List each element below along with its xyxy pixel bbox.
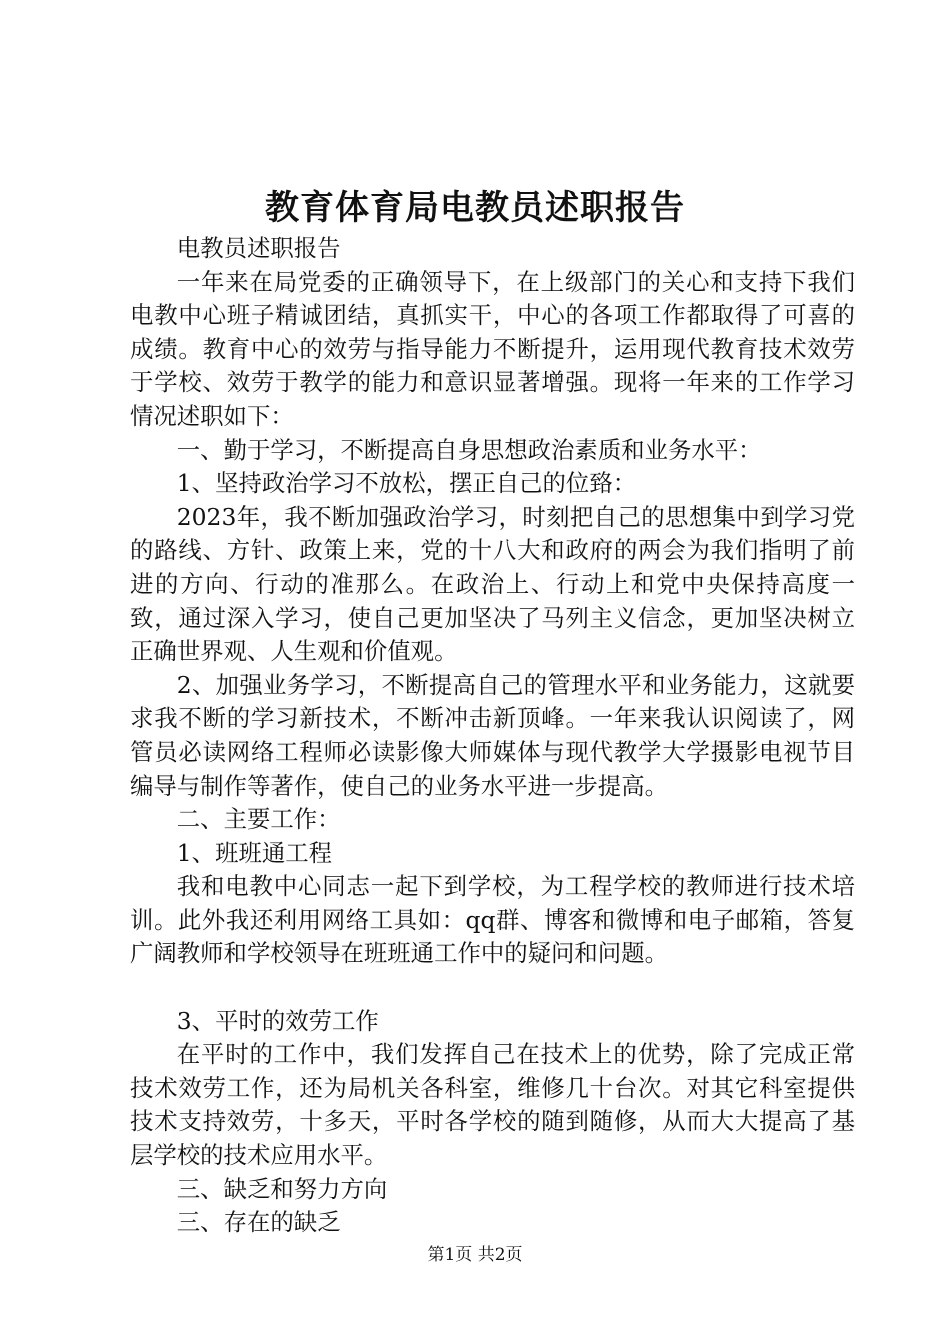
subsection-heading-politics: 1、坚持政治学习不放松，摆正自己的位臵：	[176, 469, 637, 498]
document-title: 教育体育局电教员述职报告	[265, 188, 685, 228]
document-body	[130, 232, 855, 1240]
section-heading-existing-shortcomings: 三、存在的缺乏	[176, 1208, 341, 1237]
subsection-heading-banbantong: 1、班班通工程	[176, 838, 333, 867]
section-heading-shortcomings: 三、缺乏和努力方向	[176, 1174, 388, 1203]
page-number-footer: 第1页 共2页	[427, 1245, 523, 1265]
section-heading-study: 一、勤于学习，不断提高自身思想政治素质和业务水平：	[176, 435, 762, 464]
paragraph-service: 在平时的工作中，我们发挥自己在技术上的优势，除了完成正常技术效劳工作，还为局机关各科室，维修几十台次。对其它科室提供技术支持效劳，十多天，平时各学校的随到随修，从而大大提高了基层学校的技术应用水平。	[130, 1040, 855, 1170]
paragraph-politics: 2023年，我不断加强政治学习，时刻把自己的思想集中到学习党的路线、方针、政策上来，党的十八大和政府的两会为我们指明了前进的方向、行动的准那么。在政治上、行动上和党中央保持高度一致，通过深入学习，使自己更加坚决了马列主义信念，更加坚决树立正确世界观、人生观和价值观。	[130, 502, 855, 666]
paragraph-heading: 电教员述职报告	[176, 234, 341, 262]
subsection-heading-service: 3、平时的效劳工作	[176, 1006, 379, 1035]
section-heading-main-work: 二、主要工作：	[176, 805, 341, 834]
paragraph-business-study: 2、加强业务学习，不断提高自己的管理水平和业务能力，这就要求我不断的学习新技术，不断冲击新顶峰。一年来我认识阅读了，网管员必读网络工程师必读影像大师媒体与现代教学大学摄影电视节目编导与制作等著作，使自己的业务水平进一步提高。	[130, 670, 855, 800]
paragraph-intro: 一年来在局党委的正确领导下，在上级部门的关心和支持下我们电教中心班子精诚团结，真抓实干，中心的各项工作都取得了可喜的成绩。教育中心的效劳与指导能力不断提升，运用现代教育技术效劳于学校、效劳于教学的能力和意识显著增强。现将一年来的工作学习情况述职如下：	[130, 267, 855, 430]
paragraph-banbantong: 我和电教中心同志一起下到学校，为工程学校的教师进行技术培训。此外我还利用网络工具如：qq群、博客和微博和电子邮箱，答复广阔教师和学校领导在班班通工作中的疑问和问题。	[130, 872, 855, 968]
